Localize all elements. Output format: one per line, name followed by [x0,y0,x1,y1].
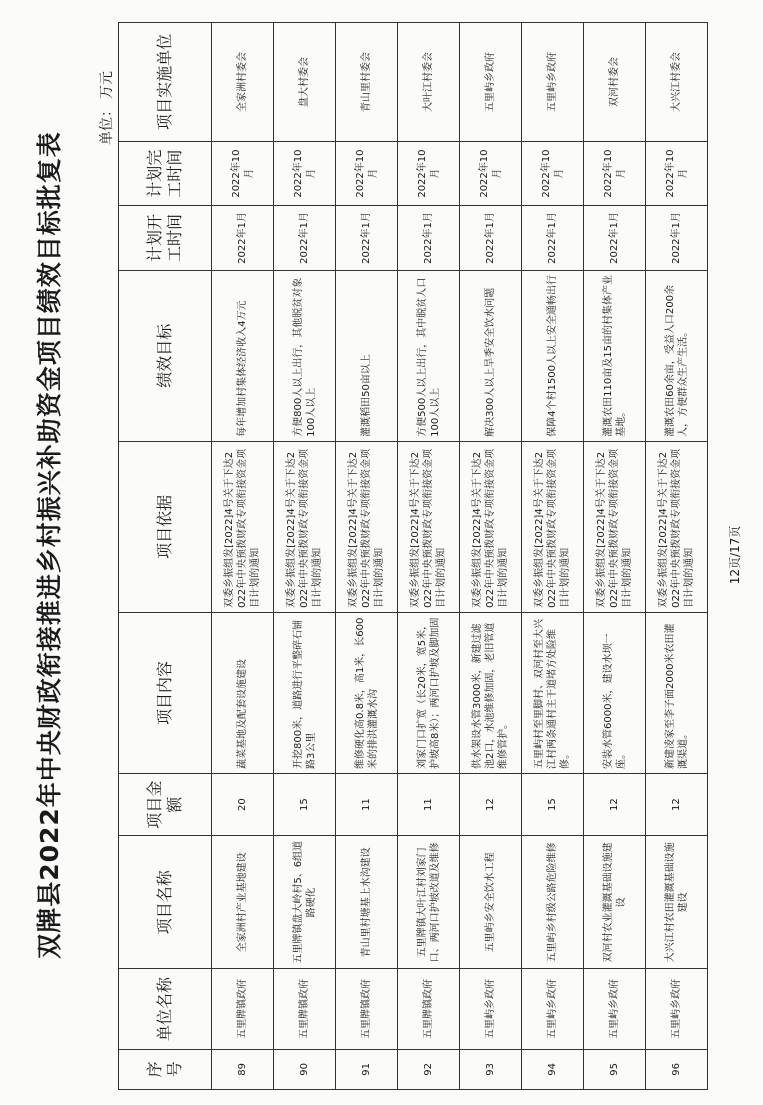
cell-project-name: 大兴江村农田灌溉基础设施建设 [646,836,708,969]
cell-content: 刘家门口扩宽（长20米，宽5米，护坡高8米）；两河口护坡及脚加固 [398,612,460,773]
header-cell: 计划开工时间 [119,206,212,270]
cell-basis: 双委乡振组发[2022]4号关于下达2022年中央预拨财政专项衔接资金项目计划的通知 [398,441,460,612]
cell-index: 96 [646,1049,708,1089]
cell-implementer: 五里屿乡政府 [522,23,584,142]
cell-start: 2022年1月 [398,206,460,270]
cell-basis: 双委乡振组发[2022]4号关于下达2022年中央预拨财政专项衔接资金项目计划的通知 [460,441,522,612]
cell-end: 2022年10月 [522,141,584,205]
cell-index: 93 [460,1049,522,1089]
cell-index: 90 [274,1049,336,1089]
cell-unit-name: 五里屿乡政府 [522,969,584,1050]
cell-unit-name: 五里屿乡政府 [584,969,646,1050]
cell-amount: 11 [336,773,398,835]
cell-project-name: 五里牌镇大叶江村刘家门口、两河口护坡改道及维修 [398,836,460,969]
cell-end: 2022年10月 [460,141,522,205]
cell-content: 供水架设水管3000米，新建过滤池2口，水池维修加固，老旧管道维修管护。 [460,612,522,773]
cell-end: 2022年10月 [212,141,274,205]
header-cell: 序号 [119,1049,212,1089]
cell-implementer: 五里屿乡政府 [460,23,522,142]
cell-content: 开挖800米，道路进行平整碎石铺路3公里 [274,612,336,773]
cell-implementer: 全家洲村委会 [212,23,274,142]
page-number: 12页/17页 [728,525,742,585]
header-cell: 项目内容 [119,612,212,773]
cell-implementer: 大叶江村委会 [398,23,460,142]
cell-end: 2022年10月 [274,141,336,205]
cell-project-name: 全家洲村产业基地建设 [212,836,274,969]
cell-end: 2022年10月 [646,141,708,205]
cell-project-name: 五里牌镇盘大岭村5、6组道路硬化 [274,836,336,969]
cell-content: 安装水管6000米，建设水坝一座。 [584,612,646,773]
cell-end: 2022年10月 [398,141,460,205]
cell-amount: 20 [212,773,274,835]
cell-project-name: 五里屿乡村级公路危险维修 [522,836,584,969]
cell-target: 灌溉农田60余亩，受益人口200余人，方便群众生产生活。 [646,270,708,441]
table-row [398,23,460,1090]
cell-unit-name: 五里牌镇政府 [212,969,274,1050]
cell-amount: 12 [584,773,646,835]
cell-basis: 双委乡振组发[2022]4号关于下达2022年中央预拨财政专项衔接资金项目计划的通知 [274,441,336,612]
cell-target: 保障4个村1500人以上安全通畅出行 [522,270,584,441]
unit-value: 万元 [99,71,115,99]
cell-project-name: 双河村农业灌溉基础设施建设 [584,836,646,969]
unit-label: 单位： [99,103,115,145]
table-row [212,23,274,1090]
table-row [646,23,708,1090]
cell-implementer: 大兴江村委会 [646,23,708,142]
performance-table [118,22,708,1090]
cell-target: 灌溉农田110亩及15亩的村集体产业基地。 [584,270,646,441]
unit-note [96,67,116,145]
cell-basis: 双委乡振组发[2022]4号关于下达2022年中央预拨财政专项衔接资金项目计划的通知 [212,441,274,612]
cell-start: 2022年1月 [460,206,522,270]
cell-amount: 12 [460,773,522,835]
cell-target: 每年增加村集体经济收入4万元 [212,270,274,441]
cell-start: 2022年1月 [212,206,274,270]
cell-index: 89 [212,1049,274,1089]
cell-start: 2022年1月 [522,206,584,270]
cell-start: 2022年1月 [274,206,336,270]
table-row [460,23,522,1090]
table-header-row [119,23,212,1090]
header-cell: 单位名称 [119,969,212,1050]
cell-amount: 11 [398,773,460,835]
header-cell: 项目依据 [119,441,212,612]
cell-project-name: 青山里村塘基上水沟建设 [336,836,398,969]
cell-target: 灌溉稻田50亩以上 [336,270,398,441]
cell-amount: 15 [522,773,584,835]
table-row [336,23,398,1090]
cell-implementer: 盘大村委会 [274,23,336,142]
cell-unit-name: 五里牌镇政府 [398,969,460,1050]
cell-implementer: 青山里村委会 [336,23,398,142]
cell-project-name: 五里屿乡安全饮水工程 [460,836,522,969]
header-cell: 绩效目标 [119,270,212,441]
header-cell: 项目实施单位 [119,23,212,142]
table-row [274,23,336,1090]
cell-start: 2022年1月 [336,206,398,270]
header-cell: 计划完工时间 [119,141,212,205]
cell-basis: 双委乡振组发[2022]4号关于下达2022年中央预拨财政专项衔接资金项目计划的通知 [584,441,646,612]
cell-index: 92 [398,1049,460,1089]
cell-basis: 双委乡振组发[2022]4号关于下达2022年中央预拨财政专项衔接资金项目计划的通知 [646,441,708,612]
header-cell: 项目名称 [119,836,212,969]
cell-unit-name: 五里牌镇政府 [336,969,398,1050]
table-row [522,23,584,1090]
cell-target: 方便800人以上出行，其他脱贫对象100人以上 [274,270,336,441]
cell-start: 2022年1月 [646,206,708,270]
cell-implementer: 双河村委会 [584,23,646,142]
header-cell: 项目金额 [119,773,212,835]
cell-amount: 12 [646,773,708,835]
cell-unit-name: 五里屿乡政府 [646,969,708,1050]
table-row [584,23,646,1090]
cell-end: 2022年10月 [584,141,646,205]
cell-target: 解决300人以上旱季安全饮水问题 [460,270,522,441]
cell-end: 2022年10月 [336,141,398,205]
cell-amount: 15 [274,773,336,835]
cell-unit-name: 五里牌镇政府 [274,969,336,1050]
cell-target: 方便500人以上出行，其中脱贫人口100人以上 [398,270,460,441]
cell-content: 新建凌家至李子面2000米农田灌溉渠道。 [646,612,708,773]
cell-content: 维修硬化高0.8米，高1米，长600米的排洪灌溉水沟 [336,612,398,773]
cell-start: 2022年1月 [584,206,646,270]
cell-index: 91 [336,1049,398,1089]
cell-basis: 双委乡振组发[2022]4号关于下达2022年中央预拨财政专项衔接资金项目计划的通知 [522,441,584,612]
cell-content: 五里屿村至里脚村、双河村至大兴江村两条通村主干道堵方处险维修。 [522,612,584,773]
cell-index: 95 [584,1049,646,1089]
document-title: 双牌县2022年中央财政衔接推进乡村振兴补助资金项目绩效目标批复表 [35,131,64,959]
cell-index: 94 [522,1049,584,1089]
cell-unit-name: 五里屿乡政府 [460,969,522,1050]
cell-content: 蔬菜基地及配套设施建设 [212,612,274,773]
cell-basis: 双委乡振组发[2022]4号关于下达2022年中央预拨财政专项衔接资金项目计划的通知 [336,441,398,612]
